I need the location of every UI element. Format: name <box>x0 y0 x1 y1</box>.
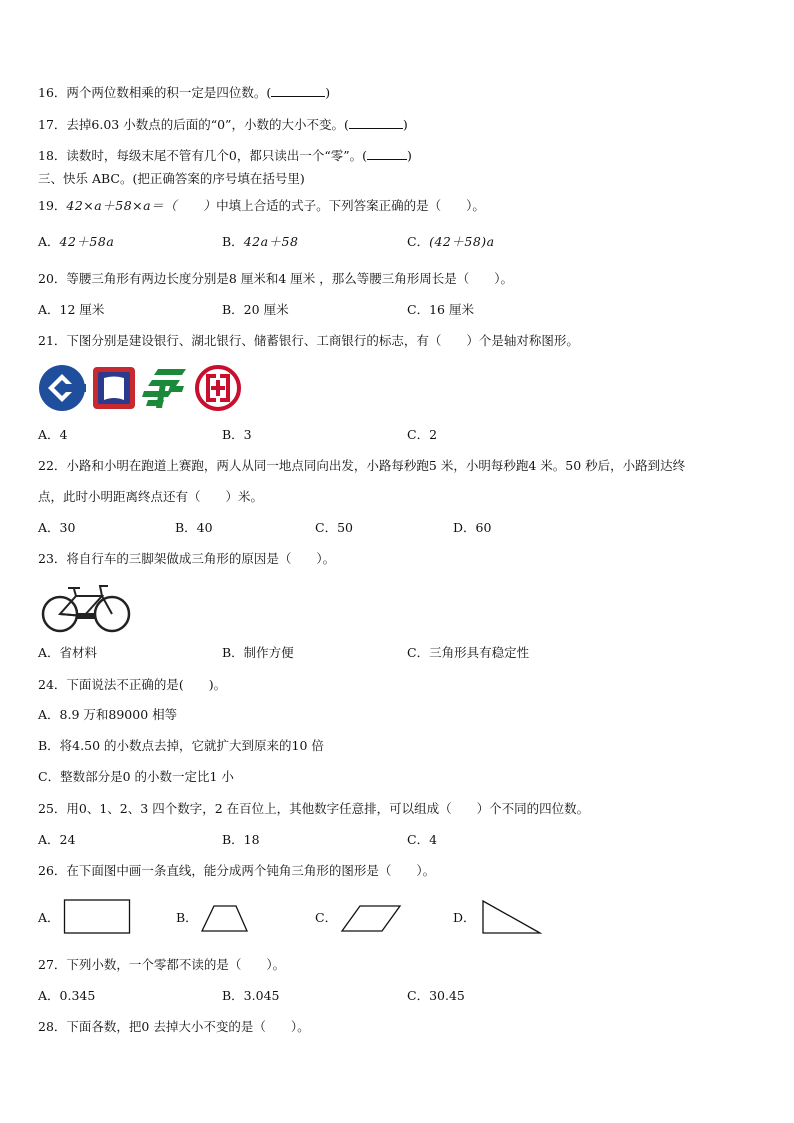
q19-option-c[interactable] <box>407 233 495 251</box>
question-17-text: 17．去掉6.03 小数点的后面的“0”，小数的大小不变。( <box>38 117 349 132</box>
q27-option-c[interactable]: C．30.45 <box>407 988 465 1003</box>
parallelogram-shape <box>340 904 402 934</box>
question-28: 28．下面各数，把0 去掉大小不变的是（ ）。 <box>38 1019 310 1034</box>
answer-blank-17[interactable] <box>349 114 403 129</box>
q27-option-a[interactable]: A．0.345 <box>38 988 96 1003</box>
question-22-line2: 点，此时小明距离终点还有（ ）米。 <box>38 489 264 504</box>
q23-option-c[interactable]: C．三角形具有稳定性 <box>407 645 530 660</box>
q24-option-b[interactable]: B．将4.50 的小数点去掉，它就扩大到原来的10 倍 <box>38 738 324 753</box>
option-label: B． <box>222 234 244 249</box>
q22-option-c[interactable]: C．50 <box>315 520 353 535</box>
question-17-close: ) <box>402 117 408 132</box>
icbc-logo <box>194 364 242 412</box>
question-20: 20．等腰三角形有两边长度分别是8 厘米和4 厘米 ，那么等腰三角形周长是（ ）。 <box>38 271 513 286</box>
q24-option-a[interactable]: A．8.9 万和89000 相等 <box>38 707 178 722</box>
option-label: C． <box>407 234 430 249</box>
q19-option-b[interactable] <box>222 233 298 251</box>
question-26: 26．在下面图中画一条直线，能分成两个钝角三角形的图形是（ ）。 <box>38 863 436 878</box>
q27-option-b[interactable]: B．3.045 <box>222 988 280 1003</box>
question-19 <box>38 197 485 215</box>
question-25: 25．用0、1、2、3 四个数字，2 在百位上，其他数字任意排，可以组成（ ）个不同的四位数。 <box>38 801 590 816</box>
question-19-rest: 中填上合适的式子。下列答案正确的是（ ）。 <box>216 198 485 213</box>
question-18 <box>38 145 412 165</box>
q26-option-d[interactable]: D． <box>453 910 476 925</box>
q20-option-b[interactable]: B．20 厘米 <box>222 302 289 317</box>
bicycle-image <box>40 580 132 634</box>
question-16 <box>38 82 330 102</box>
q25-option-a[interactable]: A．24 <box>38 832 76 847</box>
q25-option-b[interactable]: B．18 <box>222 832 260 847</box>
question-18-text: 18．读数时，每级末尾不管有几个0，都只读出一个“零”。( <box>38 148 368 163</box>
question-16-close: ) <box>325 85 331 100</box>
option-expression: 42a＋58 <box>243 234 299 249</box>
trapezoid-shape <box>200 904 250 934</box>
q23-option-a[interactable]: A．省材料 <box>38 645 98 660</box>
question-16-text: 16．两个两位数相乘的积一定是四位数。( <box>38 85 272 100</box>
q23-option-b[interactable]: B．制作方便 <box>222 645 294 660</box>
hubei-bank-logo <box>92 366 136 410</box>
question-19-num: 19． <box>38 198 67 213</box>
q22-option-d[interactable]: D．60 <box>453 520 492 535</box>
q22-option-b[interactable]: B．40 <box>175 520 213 535</box>
question-18-close: ) <box>407 148 412 163</box>
question-21: 21．下图分别是建设银行、湖北银行、储蓄银行、工商银行的标志，有（ ）个是轴对称图形。 <box>38 333 579 348</box>
option-expression: (42＋58)a <box>429 234 495 249</box>
q21-option-c[interactable]: C．2 <box>407 427 438 442</box>
q20-option-c[interactable]: C．16 厘米 <box>407 302 474 317</box>
q26-option-c[interactable]: C． <box>315 910 338 925</box>
q24-option-c[interactable]: C．整数部分是0 的小数一定比1 小 <box>38 769 234 784</box>
question-17 <box>38 114 408 134</box>
answer-blank-18[interactable] <box>367 145 407 160</box>
q20-option-a[interactable]: A．12 厘米 <box>38 302 105 317</box>
q26-option-b[interactable]: B． <box>176 910 198 925</box>
question-27: 27．下列小数，一个零都不读的是（ ）。 <box>38 957 286 972</box>
ccb-logo <box>38 364 86 412</box>
right-triangle-shape <box>480 898 544 936</box>
q21-option-b[interactable]: B．3 <box>222 427 252 442</box>
q21-option-a[interactable]: A．4 <box>38 427 68 442</box>
q26-option-a[interactable]: A． <box>38 910 60 925</box>
option-label: A． <box>38 234 60 249</box>
q25-option-c[interactable]: C．4 <box>407 832 438 847</box>
section-heading: 三、快乐 ABC。(把正确答案的序号填在括号里) <box>38 171 305 186</box>
option-expression: 42＋58a <box>59 234 115 249</box>
q22-option-a[interactable]: A．30 <box>38 520 76 535</box>
rectangle-shape <box>63 898 133 936</box>
question-19-expression: 42×a＋58×a＝（ ） <box>66 198 217 213</box>
q19-option-a[interactable] <box>38 233 114 251</box>
answer-blank-16[interactable] <box>271 82 325 97</box>
question-24: 24．下面说法不正确的是( )。 <box>38 677 227 692</box>
question-23: 23．将自行车的三脚架做成三角形的原因是（ ）。 <box>38 551 336 566</box>
postal-savings-logo <box>142 366 188 410</box>
question-22-line1: 22．小路和小明在跑道上赛跑，两人从同一地点同向出发，小路每秒跑5 米，小明每秒跑4 米。50 秒后，小路到达终 <box>38 458 686 473</box>
